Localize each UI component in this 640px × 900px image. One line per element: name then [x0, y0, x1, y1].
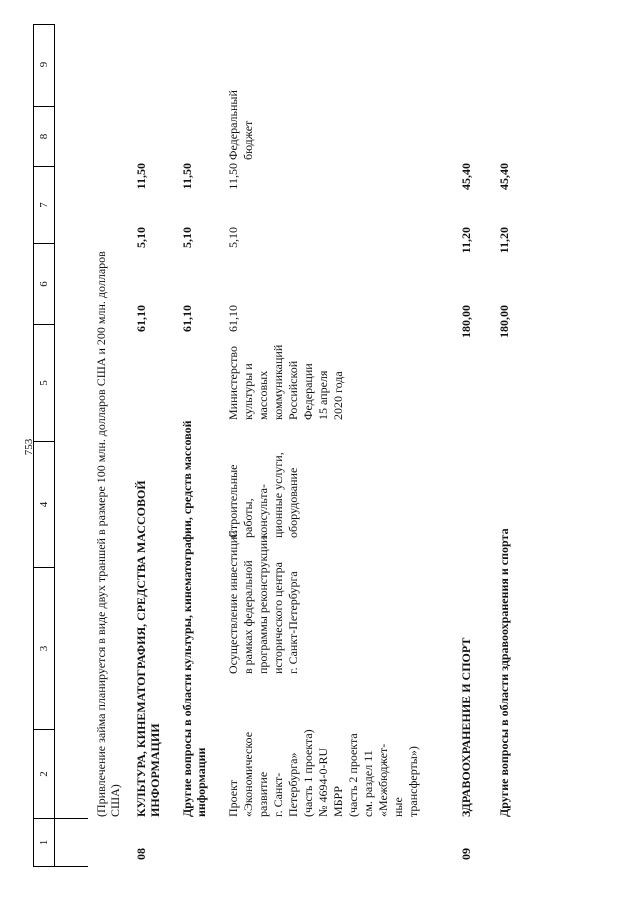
section-value-col6: 61,10 — [134, 305, 148, 332]
section-title-cont: ИНФОРМАЦИИ — [148, 723, 162, 817]
project-purpose-line: исторического центра — [271, 562, 285, 674]
subsection-value-col7: 11,20 — [497, 227, 511, 254]
column-header-7: 7 — [34, 166, 54, 243]
project-name-line: Проект — [226, 779, 240, 817]
column-header-4: 4 — [34, 441, 54, 567]
project-works-line: оборудование — [286, 467, 300, 538]
project-agency-line: Федерации — [301, 363, 315, 420]
project-name-line: «Межбюджет- — [376, 743, 390, 817]
project-works-cell — [226, 452, 301, 538]
loan-note-line2: США) — [108, 784, 122, 817]
project-agency-line: Министерство — [226, 346, 240, 420]
column-divider — [55, 866, 88, 867]
project-agency-cell — [226, 345, 346, 420]
section-value-col8: 11,50 — [134, 163, 148, 190]
project-funding-cell — [226, 90, 256, 160]
column-header-6: 6 — [34, 243, 54, 324]
project-name-line: (часть 1 проекта) — [301, 729, 315, 817]
section-value-col8: 45,40 — [459, 163, 473, 190]
subsection-value-col6: 61,10 — [180, 305, 194, 332]
project-works-line: ционные услуги, — [271, 452, 285, 538]
column-header-row — [33, 24, 55, 867]
project-name-line: см. раздел 11 — [361, 750, 375, 817]
project-agency-line: 15 апреля — [316, 370, 330, 420]
section-value-col7: 5,10 — [134, 227, 148, 248]
project-funding-line: Федеральный — [226, 90, 240, 160]
column-header-5: 5 — [34, 324, 54, 441]
project-name-line: МБРР — [331, 786, 345, 817]
project-purpose-line: Осуществление инвестиций — [226, 530, 240, 674]
project-agency-line: Российской — [286, 360, 300, 420]
project-name-line: г. Санкт- — [271, 772, 285, 817]
project-value-col7: 5,10 — [226, 227, 240, 248]
column-header-3: 3 — [34, 567, 54, 729]
project-name-line: Петербурга» — [286, 752, 300, 817]
project-name-line: ные — [391, 797, 405, 817]
project-works-line: Строительные — [226, 464, 240, 538]
subsection-title: Другие вопросы в области здравоохранения и спорта — [497, 528, 511, 817]
project-funding-line: бюджет — [241, 120, 255, 160]
subsection-title: Другие вопросы в области культуры, кинематографии, средств массовой — [180, 420, 194, 817]
project-value-col8: 11,50 — [226, 163, 240, 190]
project-name-line: № 4694-0-RU — [316, 747, 330, 817]
column-header-1: 1 — [34, 818, 54, 866]
column-header-8: 8 — [34, 106, 54, 166]
project-agency-line: культуры и — [241, 363, 255, 420]
column-divider — [55, 818, 88, 819]
subsection-value-col7: 5,10 — [180, 227, 194, 248]
page-number: 753 — [23, 438, 35, 456]
subsection-value-col8: 11,50 — [180, 163, 194, 190]
section-code: 08 — [134, 848, 148, 860]
subsection-value-col6: 180,00 — [497, 305, 511, 338]
project-purpose-line: в рамках федеральной — [241, 560, 255, 674]
project-purpose-line: г. Санкт-Петербурга — [286, 571, 300, 674]
section-value-col6: 180,00 — [459, 305, 473, 338]
loan-note-line1: (Привлечение займа планируется в виде двух траншей в размере 100 млн. долларов США и 200 млн. долларов — [94, 251, 108, 817]
project-agency-line: массовых — [256, 370, 270, 420]
project-name-line: «Экономическое — [241, 731, 255, 817]
section-value-col7: 11,20 — [459, 227, 473, 254]
project-works-line: консульта- — [256, 484, 270, 538]
project-agency-line: 2020 года — [331, 371, 345, 420]
subsection-value-col8: 45,40 — [497, 163, 511, 190]
section-title: ЗДРАВООХРАНЕНИЕ И СПОРТ — [459, 637, 473, 817]
project-name-line: развитие — [256, 771, 270, 817]
subsection-title-cont: информации — [194, 747, 208, 817]
project-works-line: работы, — [241, 498, 255, 538]
project-name-cell — [226, 729, 421, 817]
section-code: 09 — [459, 848, 473, 860]
column-header-2: 2 — [34, 729, 54, 818]
project-value-col6: 61,10 — [226, 305, 240, 332]
section-title: КУЛЬТУРА, КИНЕМАТОГРАФИЯ, СРЕДСТВА МАССОВОЙ — [134, 480, 148, 817]
column-header-9: 9 — [38, 61, 50, 68]
project-name-line: трансферты») — [406, 746, 420, 817]
project-name-line: (часть 2 проекта — [346, 733, 360, 817]
project-purpose-line: программы реконструкции — [256, 536, 270, 674]
project-purpose-cell — [226, 530, 301, 674]
project-agency-line: коммуникаций — [271, 344, 285, 420]
